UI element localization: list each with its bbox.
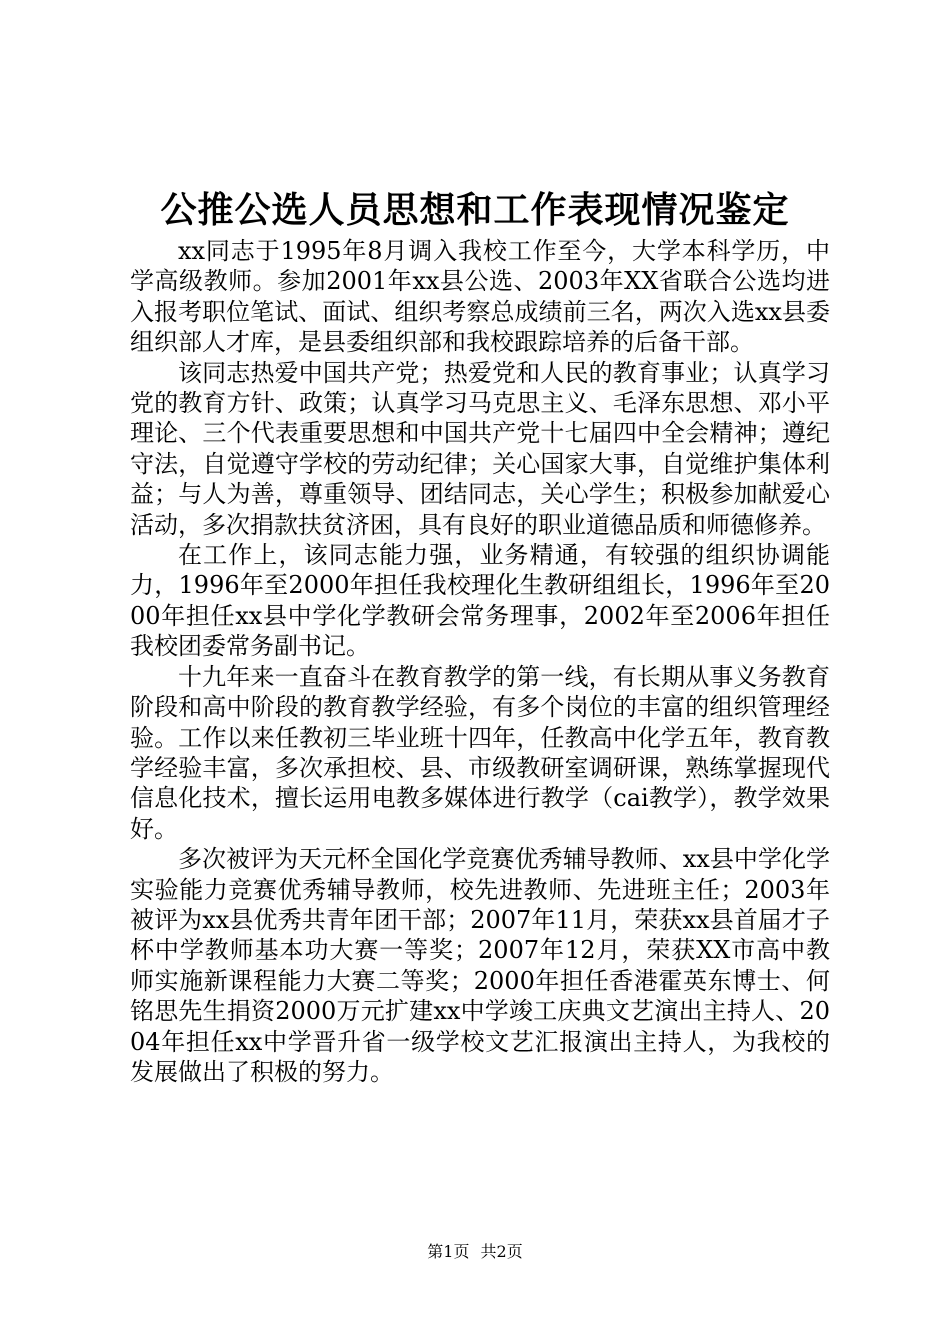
- document-body: [130, 236, 830, 1087]
- paragraph-2: 该同志热爱中国共产党；热爱党和人民的教育事业；认真学习党的教育方针、政策；认真学习马克思主义、毛泽东思想、邓小平理论、三个代表重要思想和中国共产党十七届四中全会精神；遵纪守法，自觉遵守学校的劳动纪律；关心国家大事，自觉维护集体利益；与人为善，尊重领导、团结同志，关心学生；积极参加献爱心活动，多次捐款扶贫济困，具有良好的职业道德品质和师德修养。: [130, 358, 830, 539]
- paragraph-4: 十九年来一直奋斗在教育教学的第一线，有长期从事义务教育阶段和高中阶段的教育教学经验，有多个岗位的丰富的组织管理经验。工作以来任教初三毕业班十四年，任教高中化学五年，教育教学经验丰富，多次承担校、县、市级教研室调研课，熟练掌握现代信息化技术，擅长运用电教多媒体进行教学（cai教学），教学效果好。: [130, 662, 830, 843]
- page-number: 第1页: [427, 1242, 470, 1261]
- document-title: 公推公选人员思想和工作表现情况鉴定: [160, 189, 790, 231]
- paragraph-3: 在工作上，该同志能力强，业务精通，有较强的组织协调能力，1996年至2000年担任我校理化生教研组组长，1996年至2000年担任xx县中学化学教研会常务理事，2002年至2006年担任我校团委常务副书记。: [130, 541, 830, 661]
- page-footer: [0, 1240, 950, 1264]
- page-total: 共2页: [480, 1242, 523, 1261]
- paragraph-1: xx同志于1995年8月调入我校工作至今，大学本科学历，中学高级教师。参加2001年xx县公选、2003年XX省联合公选均进入报考职位笔试、面试、组织考察总成绩前三名，两次入选xx县委组织部人才库，是县委组织部和我校跟踪培养的后备干部。: [130, 237, 830, 357]
- paragraph-5: 多次被评为天元杯全国化学竞赛优秀辅导教师、xx县中学化学实验能力竞赛优秀辅导教师，校先进教师、先进班主任；2003年被评为xx县优秀共青年团干部；2007年11月，荣获xx县首届才子杯中学教师基本功大赛一等奖；2007年12月，荣获XX市高中教师实施新课程能力大赛二等奖；2000年担任香港霍英东博士、何铭思先生捐资2000万元扩建xx中学竣工庆典文艺演出主持人、2004年担任xx中学晋升省一级学校文艺汇报演出主持人，为我校的发展做出了积极的努力。: [130, 845, 830, 1086]
